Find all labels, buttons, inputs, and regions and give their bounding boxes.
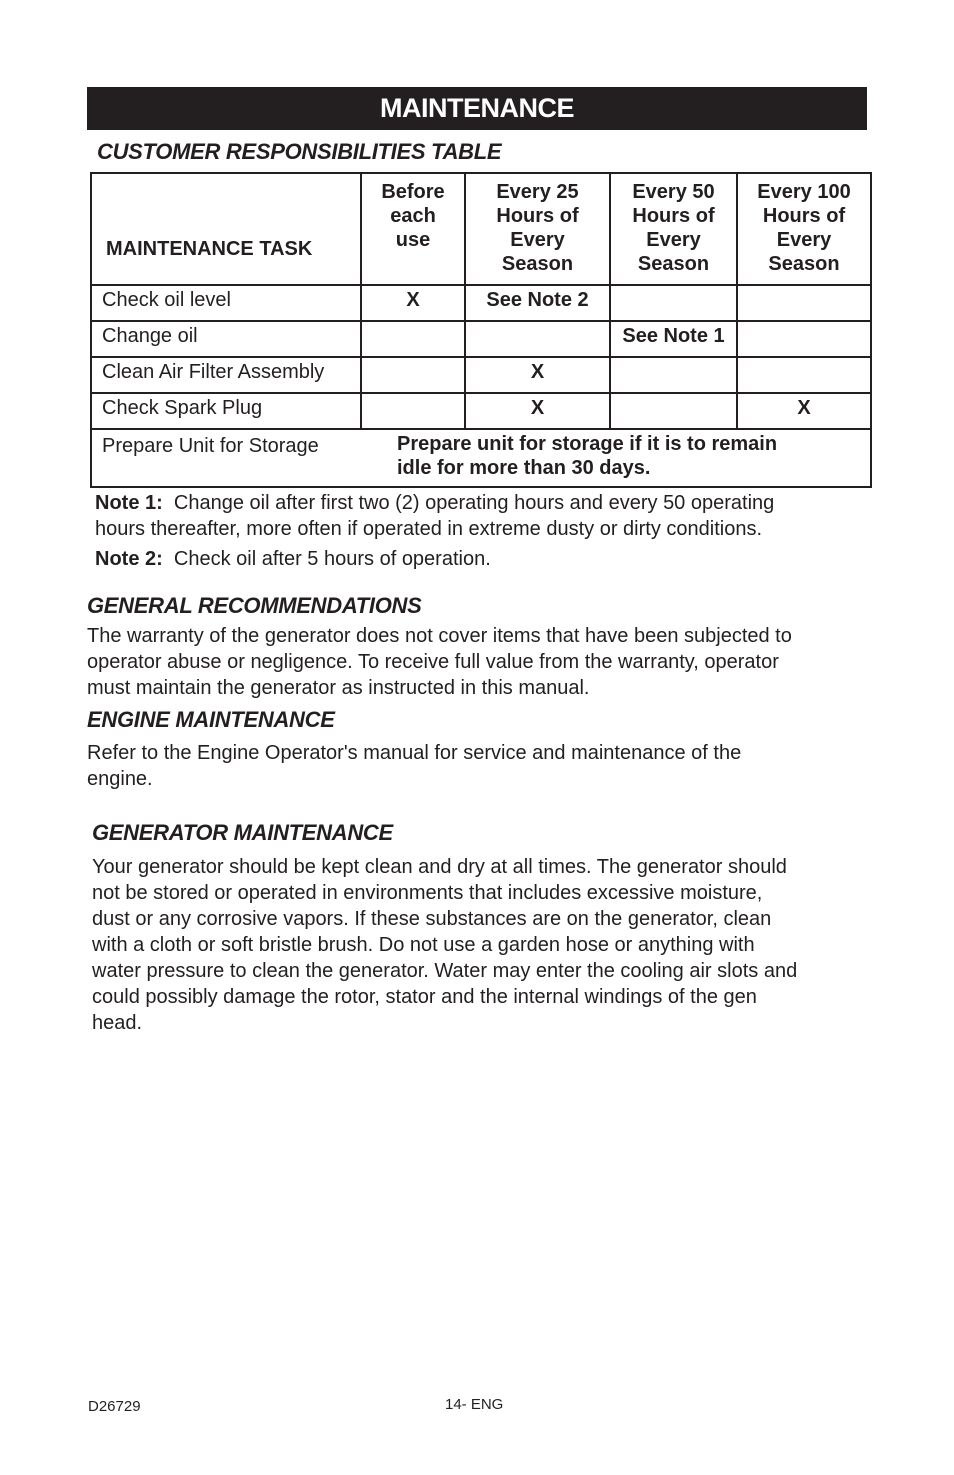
table-row: [91, 393, 871, 429]
task-cell: Prepare Unit for Storage: [91, 429, 361, 487]
table-header-row: [91, 173, 871, 285]
header-every-50-hours: Every 50 Hours of Every Season: [610, 173, 737, 285]
task-cell: Clean Air Filter Assembly: [91, 357, 361, 393]
general-recommendations-text: The warranty of the generator does not cover items that have been subjected to operator abuse or negligence. To receive full value from the warranty, operator must maintain the generator as instructed in this manual.: [87, 625, 792, 699]
every-25-cell: [465, 321, 610, 357]
every-100-cell: [737, 357, 871, 393]
generator-maintenance-text: Your generator should be kept clean and dry at all times. The generator should not be stored or operated in environments that includes excessive moisture, dust or any corrosive vapors. If these substances are on the generator, clean with a cloth or soft bristle brush. Do not use a garden hose or anything with water pressure to clean the generator. Water may enter the cooling air slots and could possibly damage the rotor, stator and the internal windings of the gen head.: [92, 856, 798, 1034]
note-1: Note 1: Change oil after first two (2) operating hours and every 50 operating hours thereafter, more often if operated in extreme dusty or dirty conditions.: [95, 492, 775, 540]
engine-maintenance-heading: ENGINE MAINTENANCE: [87, 707, 335, 732]
table-row-storage: [91, 429, 871, 487]
every-50-cell: See Note 1: [610, 321, 737, 357]
table-notes: [95, 490, 875, 576]
page-number: 14- ENG: [445, 1396, 504, 1413]
every-100-cell: [737, 321, 871, 357]
storage-note-cell: Prepare unit for storage if it is to remain idle for more than 30 days.: [361, 429, 871, 487]
every-25-cell: X: [465, 357, 610, 393]
before-use-cell: [361, 321, 465, 357]
every-50-cell: [610, 285, 737, 321]
header-every-25-hours: Every 25 Hours of Every Season: [465, 173, 610, 285]
header-maintenance-task: MAINTENANCE TASK: [91, 173, 361, 285]
task-cell: Check Spark Plug: [91, 393, 361, 429]
every-50-cell: [610, 357, 737, 393]
every-25-cell: X: [465, 393, 610, 429]
before-use-cell: X: [361, 285, 465, 321]
generator-maintenance-heading: GENERATOR MAINTENANCE: [92, 820, 393, 845]
every-100-cell: [737, 285, 871, 321]
engine-maintenance-text: Refer to the Engine Operator's manual for service and maintenance of the engine.: [87, 742, 742, 790]
before-use-cell: [361, 393, 465, 429]
task-cell: Check oil level: [91, 285, 361, 321]
page-title-banner: [87, 87, 867, 130]
before-use-cell: [361, 357, 465, 393]
table-row: [91, 285, 871, 321]
note-2-label: Note 2:: [95, 548, 163, 570]
every-25-cell: See Note 2: [465, 285, 610, 321]
task-cell: Change oil: [91, 321, 361, 357]
every-100-cell: X: [737, 393, 871, 429]
table-title: CUSTOMER RESPONSIBILITIES TABLE: [97, 139, 502, 164]
every-50-cell: [610, 393, 737, 429]
table-row: [91, 321, 871, 357]
table-row: [91, 357, 871, 393]
header-before-each-use: Before each use: [361, 173, 465, 285]
note-1-label: Note 1:: [95, 492, 163, 514]
document-number: D26729: [88, 1398, 141, 1415]
customer-responsibilities-table: [90, 172, 872, 488]
page-title: MAINTENANCE: [380, 93, 574, 123]
general-recommendations-heading: GENERAL RECOMMENDATIONS: [87, 593, 422, 618]
header-every-100-hours: Every 100 Hours of Every Season: [737, 173, 871, 285]
note-2: Note 2: Check oil after 5 hours of operation.: [95, 548, 491, 570]
